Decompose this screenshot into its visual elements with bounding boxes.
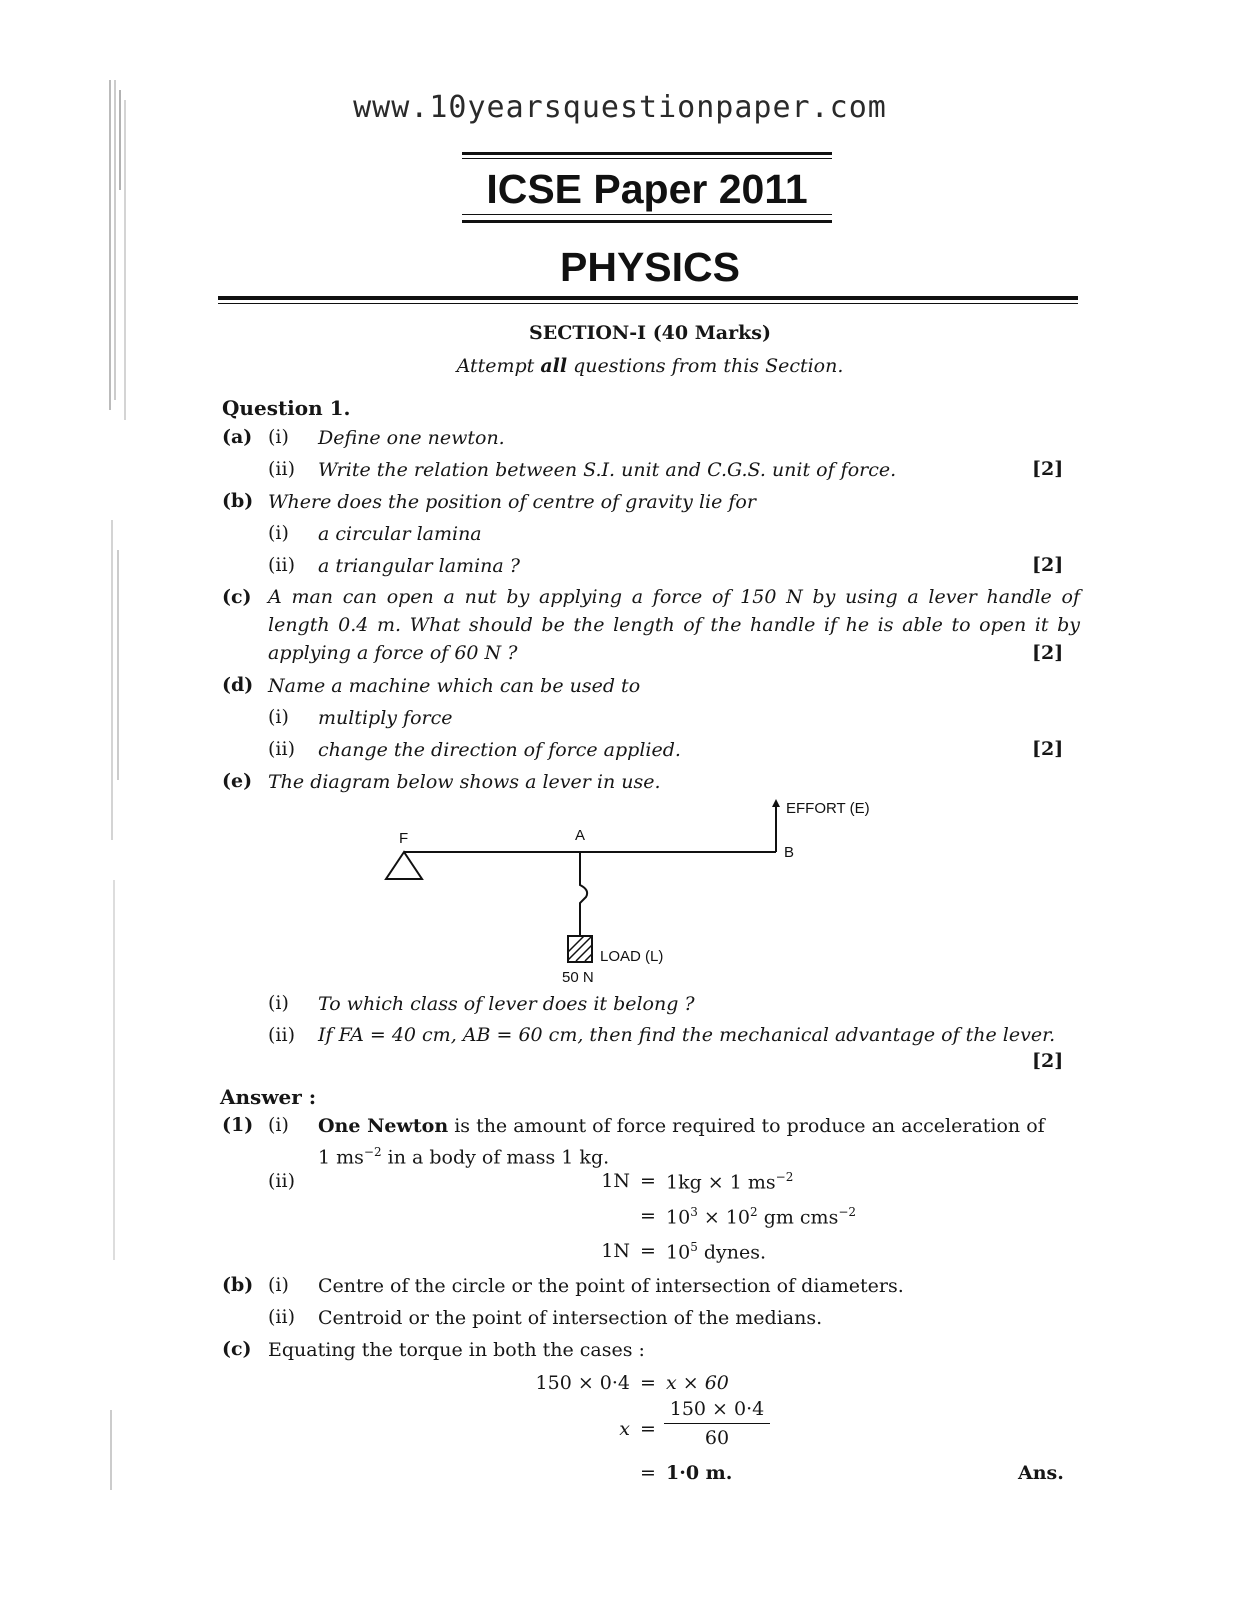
section-instruction: Attempt all questions from this Section. [456, 355, 844, 377]
lever-diagram [380, 795, 920, 995]
fulcrum-label: F [399, 830, 409, 847]
ans-eq2-equals: = [640, 1205, 656, 1227]
subject-rule [218, 296, 1078, 300]
ans-c-fraction-bar [664, 1423, 770, 1424]
point-b-label: B [784, 844, 795, 861]
q-c-text: A man can open a nut by applying a force of 150 N by using a lever handle of length 0.4 m. What should be the length of the handle if he is able to open it by applying a force of 60 N ? [268, 586, 1080, 664]
fulcrum-triangle [386, 852, 422, 879]
ans-c-text: Equating the torque in both the cases : [268, 1339, 645, 1361]
q-e-i-text: To which class of lever does it belong ? [318, 993, 695, 1015]
q-c-marks: [2] [1032, 642, 1064, 664]
ans-c-fraction [664, 1398, 770, 1449]
q-e-label: (e) [222, 770, 253, 792]
paper-title: ICSE Paper 2011 [486, 166, 808, 212]
q-e-text: The diagram below shows a lever in use. [268, 771, 661, 793]
q-a-label: (a) [222, 426, 253, 448]
q-a-ii-text: Write the relation between S.I. unit and C.G.S. unit of force. [318, 459, 897, 481]
ans-b-i-text: Centre of the circle or the point of intersection of diameters. [318, 1275, 904, 1297]
ans-eq3-equals: = [640, 1240, 656, 1262]
q-b-i-text: a circular lamina [318, 523, 482, 545]
ans-c-eq1-lhs: 150 × 0·4 [535, 1372, 630, 1394]
website-url: www.10yearsquestionpaper.com [353, 90, 887, 125]
ans-eq1-rhs: 1kg × 1 $ms^{-2}$ [666, 1170, 794, 1194]
ans-1-i-line2: 1 $ms^{-2}$ in a body of mass 1 kg. [318, 1145, 610, 1169]
q-a-marks: [2] [1032, 458, 1064, 480]
ans-c-ans-tag: Ans. [1018, 1462, 1064, 1484]
load-label: LOAD (L) [600, 948, 664, 965]
ans-c-eq3-rhs: 1·0 m. [666, 1462, 733, 1484]
ans-c-eq1-equals: = [640, 1372, 656, 1394]
ans-c-eq2-equals: = [640, 1418, 656, 1440]
q-d-i-num: (i) [268, 706, 289, 728]
q-b-i-num: (i) [268, 522, 289, 544]
load-value: 50 N [562, 969, 594, 986]
ans-1-label: (1) [222, 1114, 254, 1136]
effort-arrow-head [772, 799, 780, 807]
q-d-ii-text: change the direction of force applied. [318, 739, 681, 761]
ans-eq3-lhs: 1N [601, 1240, 630, 1262]
effort-label: EFFORT (E) [786, 800, 870, 817]
ans-eq1-equals: = [640, 1170, 656, 1192]
scan-edge-marks [106, 80, 132, 1500]
title-rule-bottom-thin [462, 214, 832, 215]
load-hatch [585, 954, 592, 961]
question-heading: Question 1. [222, 396, 351, 420]
section-heading: SECTION-I (40 Marks) [529, 322, 771, 344]
q-b-marks: [2] [1032, 554, 1064, 576]
q-c-label: (c) [222, 586, 252, 608]
q-b-text: Where does the position of centre of gravity lie for [268, 491, 756, 513]
ans-b-i-num: (i) [268, 1274, 289, 1296]
paper-title-block [462, 152, 832, 226]
load-hatch [568, 936, 584, 952]
ans-b-label: (b) [222, 1274, 254, 1296]
q-b-label: (b) [222, 490, 254, 512]
q-d-marks: [2] [1032, 738, 1064, 760]
title-rule-top [462, 152, 832, 155]
q-b-ii-num: (ii) [268, 554, 295, 576]
ans-b-ii-num: (ii) [268, 1306, 295, 1328]
q-d-i-text: multiply force [318, 707, 453, 729]
q-a-i-text: Define one newton. [318, 427, 505, 449]
ans-c-fraction-numerator: 150 × 0·4 [669, 1398, 765, 1420]
answer-heading: Answer : [220, 1085, 317, 1109]
load-hatch [576, 945, 592, 961]
ans-c-eq3-equals: = [640, 1462, 656, 1484]
q-d-ii-num: (ii) [268, 738, 295, 760]
q-d-text: Name a machine which can be used to [268, 675, 641, 697]
q-d-label: (d) [222, 674, 254, 696]
ans-c-eq2-lhs: x [619, 1418, 630, 1440]
ans-c-label: (c) [222, 1338, 252, 1360]
ans-b-ii-text: Centroid or the point of intersection of the medians. [318, 1307, 823, 1329]
q-e-ii-text: If FA = 40 cm, AB = 60 cm, then find the mechanical advantage of the lever. [318, 1024, 1056, 1046]
ans-eq3-rhs: $10^5$ dynes. [666, 1240, 767, 1264]
ans-1-i-num: (i) [268, 1114, 289, 1136]
ans-eq2-rhs: $10^3 \times 10^2$ gm cms$^{-2}$ [666, 1205, 857, 1229]
ans-c-eq1-rhs: x × 60 [666, 1372, 729, 1394]
ans-1-ii-num: (ii) [268, 1170, 295, 1192]
subject-rule-thin [218, 303, 1078, 304]
ans-1-i-line1: One Newton is the amount of force required to produce an acceleration of [318, 1115, 1045, 1137]
q-e-ii-num: (ii) [268, 1024, 295, 1046]
subject-title: PHYSICS [560, 244, 740, 290]
q-e-i-num: (i) [268, 992, 289, 1014]
ans-eq1-lhs: 1N [601, 1170, 630, 1192]
q-b-ii-text: a triangular lamina ? [318, 555, 520, 577]
title-rule-top-thin [462, 158, 832, 159]
q-a-ii-num: (ii) [268, 458, 295, 480]
ans-c-fraction-denominator: 60 [704, 1427, 730, 1449]
point-a-label: A [575, 827, 586, 844]
title-rule-bottom [462, 220, 832, 223]
load-hook [580, 852, 587, 935]
q-a-i-num: (i) [268, 426, 289, 448]
q-e-marks: [2] [1032, 1050, 1064, 1072]
